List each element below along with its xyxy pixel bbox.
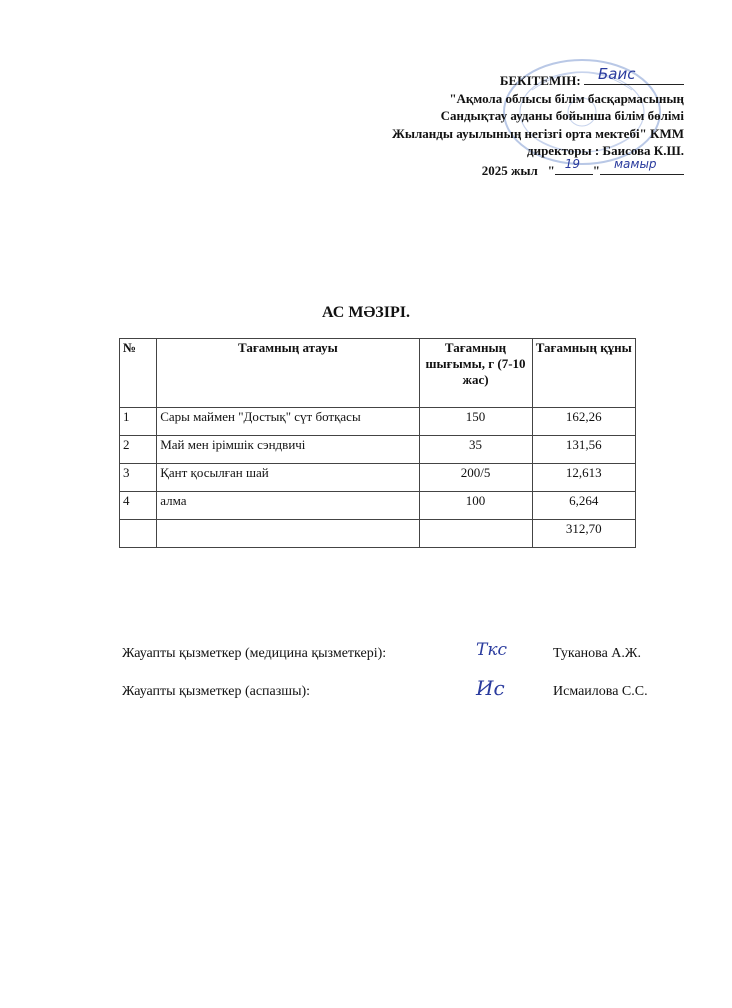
total-empty-cell [157,520,419,548]
date-month-line [600,157,684,175]
row-dish-name: Қант қосылған шай [157,464,419,492]
row-price: 12,613 [532,464,635,492]
approval-org-line-3: Жыланды ауылының негізгі орта мектебі" КММ [391,125,684,141]
medical-signature: Ткс [476,640,508,660]
director-signature: Баис [598,64,636,83]
row-price: 162,26 [532,408,635,436]
menu-table [119,338,636,548]
header-dish-name: Тағамның атауы [157,339,419,408]
row-output: 35 [419,436,532,464]
row-price: 6,264 [532,492,635,520]
director-signature-line [584,64,684,85]
cook-signature: Ис [476,676,505,700]
table-total-row [120,520,636,548]
row-number: 2 [120,436,157,464]
table-row [120,436,636,464]
row-number: 4 [120,492,157,520]
approval-label: БЕКІТЕМІН: [499,73,581,88]
approval-org-line-2: Сандықтау ауданы бойынша білім бөлімі [440,108,684,123]
total-empty-cell [120,520,157,548]
row-output: 100 [419,492,532,520]
approval-header [304,64,684,90]
header-number: № [120,339,157,408]
date-year: 2025 жыл [481,162,538,178]
date-month: мамыр [614,157,657,171]
table-row [120,464,636,492]
row-number: 3 [120,464,157,492]
approval-block [304,64,684,179]
table-row [120,492,636,520]
approval-date: 2025 жыл " 19 " мамыр [304,160,684,180]
date-day: 19 [564,157,581,171]
total-empty-cell [419,520,532,548]
table-row [120,408,636,436]
row-number: 1 [120,408,157,436]
responsible-cook-name: Исмаилова С.С. [553,684,648,699]
date-day-line [555,157,593,175]
approval-org-line-1: "Ақмола облысы білім басқармасының [449,90,684,106]
row-price: 131,56 [532,436,635,464]
responsible-medical-role: Жауапты қызметкер (медицина қызметкері): [122,646,387,661]
row-dish-name: Сары маймен "Достық" сүт ботқасы [157,408,419,436]
total-price: 312,70 [532,520,635,548]
table-header-row [120,339,636,408]
approval-director: директоры : Баисова К.Ш. [527,143,684,158]
header-price: Тағамның құны [532,339,635,408]
row-output: 150 [419,408,532,436]
row-dish-name: алма [157,492,419,520]
page-title: АС МӘЗІРІ. [322,304,410,321]
responsible-cook-role: Жауапты қызметкер (аспазшы): [122,684,311,699]
header-output: Тағамның шығымы, г (7-10 жас) [419,339,532,408]
row-output: 200/5 [419,464,532,492]
responsible-medical-name: Туканова А.Ж. [553,646,641,661]
row-dish-name: Май мен ірімшік сэндвичі [157,436,419,464]
